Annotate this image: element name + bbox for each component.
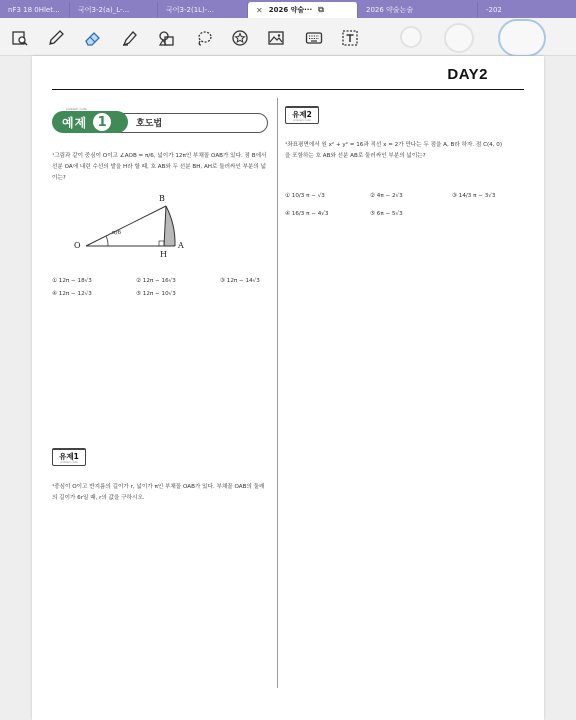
sector-diagram (72, 192, 212, 264)
label-b: B (159, 194, 165, 203)
similar2-choice-3[interactable]: ③ 14/3 π − 3√3 (452, 193, 496, 199)
column-divider (277, 98, 278, 688)
tab-doc-5[interactable] (358, 2, 478, 18)
label-h: H (160, 250, 167, 259)
pen-size-medium-button[interactable] (444, 23, 474, 53)
example-choice-4[interactable]: ④ 12π − 12√3 (52, 291, 92, 297)
tab-label: -202 (486, 6, 502, 14)
similar2-code: problem code (293, 119, 311, 122)
tab-doc-1[interactable] (0, 2, 70, 18)
shapes-icon[interactable] (156, 28, 176, 48)
angle-arc (106, 236, 108, 246)
tab-label: 국어3-2(1L)-... (166, 6, 214, 14)
example-choice-2[interactable]: ② 12π − 16√3 (136, 278, 176, 284)
similar1-question: ¹중심이 O이고 반지름의 길이가 r, 넓이가 π인 부채꼴 OAB가 있다. 부채꼴 OAB의 둘레의 길이가 6r일 때, r의 값을 구하시오. (52, 484, 265, 501)
example-choice-1[interactable]: ① 12π − 18√3 (52, 278, 92, 284)
tab-label: 국어3-2(a)_L-... (78, 6, 130, 14)
tab-label: 2026 약술··· (268, 6, 313, 14)
tab-doc-2[interactable] (70, 2, 158, 18)
example-choice-3[interactable]: ③ 12π − 14√3 (220, 278, 260, 284)
close-icon[interactable]: ✕ (256, 5, 263, 15)
keyboard-icon[interactable] (304, 28, 324, 48)
similar2-choice-5[interactable]: ⑤ 6π − 5√3 (370, 211, 403, 217)
similar1-header (52, 448, 86, 466)
example-badge (52, 111, 128, 133)
lasso-icon[interactable] (194, 28, 214, 48)
segment-ob (86, 206, 166, 246)
similar2-label: 유제2 (292, 110, 312, 119)
example-title: 호도법 (136, 119, 163, 129)
similar2-choice-1[interactable]: ① 10/3 π − √3 (285, 193, 325, 199)
similar2-question: ¹좌표평면에서 원 x² + y² = 16과 직선 x = 2가 만나는 두 점을 A, B라 하자. 점 C(4, 0)을 포함하는 호 AB와 선분 AB로 둘러싸인 부분의 넓이는? (285, 142, 503, 159)
sector-figure (72, 192, 212, 264)
label-angle: π/6 (112, 230, 121, 236)
example-number: 1 (93, 113, 111, 131)
similar2-header (285, 106, 319, 124)
tab-label: 2026 약술논술 (366, 6, 414, 14)
header-rule (52, 89, 524, 90)
tab-label: nF3 18 0Hlet... (8, 6, 60, 14)
document-page (32, 56, 544, 720)
example-word: 예제 (62, 115, 88, 130)
tab-doc-6[interactable] (478, 2, 576, 18)
tab-doc-3[interactable] (158, 2, 248, 18)
image-icon[interactable] (266, 28, 286, 48)
day-label: DAY2 (447, 66, 488, 83)
tab-doc-active[interactable] (248, 2, 358, 18)
pen-icon[interactable] (46, 28, 66, 48)
split-view-icon[interactable]: ⧉ (318, 5, 324, 14)
drawing-toolbar (0, 18, 576, 56)
pen-size-small-button[interactable] (400, 26, 422, 48)
right-angle-mark (159, 241, 164, 246)
problem-code-label: problem code (66, 107, 87, 111)
label-a: A (178, 241, 184, 250)
tab-bar (0, 0, 576, 18)
label-o: O (74, 241, 81, 250)
text-box-icon[interactable] (340, 28, 360, 48)
star-stamp-icon[interactable] (230, 28, 250, 48)
example-header (52, 107, 268, 133)
similar1-label: 유제1 (59, 452, 79, 461)
highlighter-icon[interactable] (120, 28, 140, 48)
pen-size-large-button[interactable] (498, 19, 546, 57)
eraser-icon[interactable] (82, 28, 102, 48)
similar2-choice-4[interactable]: ④ 16/3 π − 4√3 (285, 211, 329, 217)
similar1-code: problem code (60, 461, 78, 464)
similar2-choice-2[interactable]: ② 4π − 2√3 (370, 193, 403, 199)
search-page-icon[interactable] (10, 28, 30, 48)
example-choice-5[interactable]: ⑤ 12π − 10√3 (136, 291, 176, 297)
example-question: ¹그림과 같이 중심이 O이고 ∠AOB = π/6, 넓이가 12π인 부채꼴 OAB가 있다. 점 B에서 선분 OA에 내린 수선의 발을 H라 할 때, 호 AB와 두 선분 BH, AH로 둘러싸인 부분의 넓이는? (52, 153, 267, 181)
